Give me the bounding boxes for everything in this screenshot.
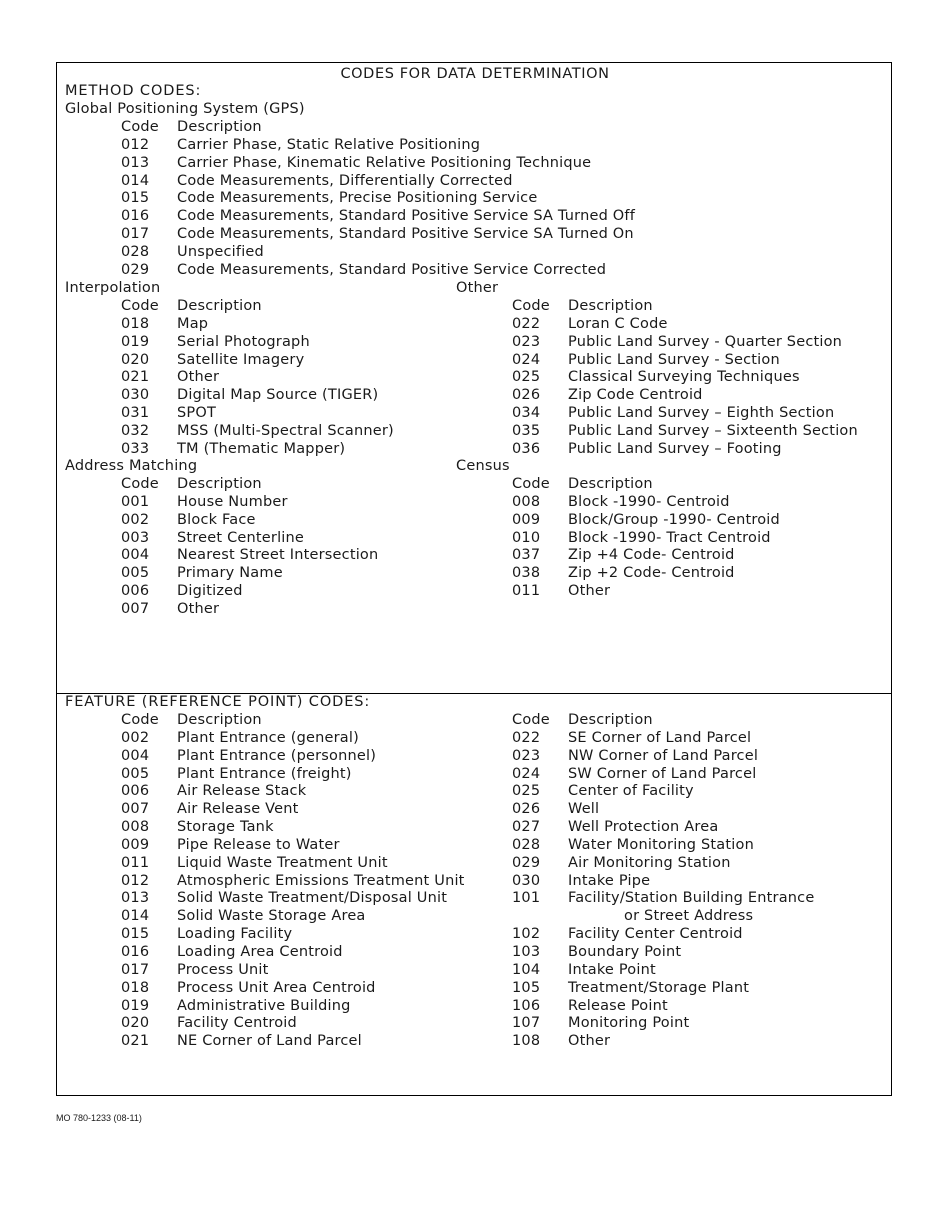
- code-cell: 020: [121, 351, 150, 368]
- description-column-header: Description: [177, 476, 262, 492]
- description-cell: MSS (Multi-Spectral Scanner): [177, 422, 394, 439]
- code-cell: 022: [512, 729, 541, 746]
- code-cell: 017: [121, 961, 150, 978]
- description-cell: Solid Waste Storage Area: [177, 908, 366, 925]
- description-cell: Map: [177, 315, 209, 332]
- code-cell: 025: [512, 783, 541, 800]
- description-cell: Block -1990- Centroid: [568, 493, 730, 510]
- code-cell: 005: [121, 565, 150, 582]
- description-cell: Facility/Station Building Entrance: [568, 890, 815, 907]
- description-cell: Intake Point: [568, 961, 656, 978]
- page-title: CODES FOR DATA DETERMINATION: [340, 66, 610, 82]
- description-cell: Code Measurements, Standard Positive Service SA Turned Off: [177, 208, 636, 225]
- description-cell: Carrier Phase, Static Relative Positioning: [177, 136, 481, 153]
- code-cell: 103: [512, 943, 541, 960]
- description-cell: Zip Code Centroid: [568, 387, 703, 404]
- code-cell: 008: [121, 819, 150, 836]
- description-cell: Classical Surveying Techniques: [568, 369, 800, 386]
- description-column-header: Description: [568, 712, 653, 728]
- code-cell: 003: [121, 529, 150, 546]
- description-cell: Pipe Release to Water: [177, 836, 340, 853]
- code-cell: 010: [512, 529, 541, 546]
- codes-form-frame: [56, 62, 892, 1096]
- code-cell: 033: [121, 440, 150, 457]
- code-cell: 004: [121, 747, 150, 764]
- description-cell: Release Point: [568, 997, 668, 1014]
- code-cell: 108: [512, 1033, 541, 1050]
- code-cell: 030: [512, 872, 541, 889]
- description-cell: Code Measurements, Differentially Corrected: [177, 172, 513, 189]
- description-cell: Public Land Survey – Eighth Section: [568, 405, 835, 422]
- description-cell: Street Centerline: [177, 529, 305, 546]
- description-cell: Public Land Survey - Section: [568, 351, 780, 368]
- code-column-header: Code: [512, 712, 550, 728]
- code-cell: 019: [121, 333, 150, 350]
- code-cell: 002: [121, 511, 150, 528]
- description-cell: Loran C Code: [568, 315, 668, 332]
- description-cell: Well: [568, 801, 600, 818]
- code-cell: 029: [121, 261, 150, 278]
- description-cell: NE Corner of Land Parcel: [177, 1033, 362, 1050]
- description-cell: Code Measurements, Standard Positive Service Corrected: [177, 261, 607, 278]
- code-cell: 014: [121, 908, 150, 925]
- description-cell: Solid Waste Treatment/Disposal Unit: [177, 890, 448, 907]
- code-cell: 025: [512, 369, 541, 386]
- code-cell: 105: [512, 979, 541, 996]
- code-cell: 011: [512, 583, 541, 600]
- code-cell: 008: [512, 493, 541, 510]
- code-cell: 001: [121, 493, 150, 510]
- description-cell: Process Unit Area Centroid: [177, 979, 376, 996]
- description-cell: Loading Facility: [177, 926, 293, 943]
- description-cell: Other: [568, 1033, 611, 1050]
- description-column-header: Description: [568, 298, 653, 314]
- description-cell: TM (Thematic Mapper): [177, 440, 346, 457]
- description-cell: Liquid Waste Treatment Unit: [177, 854, 388, 871]
- description-cell: Well Protection Area: [568, 819, 719, 836]
- description-cell: Unspecified: [177, 243, 264, 260]
- code-cell: 107: [512, 1015, 541, 1032]
- code-cell: 026: [512, 801, 541, 818]
- description-cell: Facility Center Centroid: [568, 926, 743, 943]
- code-cell: 016: [121, 943, 150, 960]
- description-cell: Block/Group -1990- Centroid: [568, 511, 780, 528]
- code-column-header: Code: [121, 119, 159, 135]
- description-cell: Plant Entrance (freight): [177, 765, 352, 782]
- form-number: MO 780-1233 (08-11): [56, 1113, 142, 1123]
- code-cell: 013: [121, 890, 150, 907]
- code-cell: 030: [121, 387, 150, 404]
- description-cell: Treatment/Storage Plant: [568, 979, 750, 996]
- code-column-header: Code: [121, 712, 159, 728]
- description-cell: Code Measurements, Precise Positioning Service: [177, 190, 538, 207]
- code-cell: 028: [512, 836, 541, 853]
- code-cell: 026: [512, 387, 541, 404]
- code-cell: 002: [121, 729, 150, 746]
- description-cell: SW Corner of Land Parcel: [568, 765, 757, 782]
- description-cell: Boundary Point: [568, 943, 682, 960]
- description-cell: Block -1990- Tract Centroid: [568, 529, 771, 546]
- gps-section-title: Global Positioning System (GPS): [65, 101, 305, 117]
- description-cell: Code Measurements, Standard Positive Service SA Turned On: [177, 226, 634, 243]
- code-cell: 011: [121, 854, 150, 871]
- code-cell: 036: [512, 440, 541, 457]
- method-codes-heading: METHOD CODES:: [65, 83, 202, 99]
- description-cell: Satellite Imagery: [177, 351, 305, 368]
- description-cell: Public Land Survey – Footing: [568, 440, 782, 457]
- code-cell: 014: [121, 172, 150, 189]
- description-cell: Digitized: [177, 583, 243, 600]
- description-cell: SPOT: [177, 405, 217, 422]
- description-cell: Public Land Survey - Quarter Section: [568, 333, 843, 350]
- description-cell: Plant Entrance (personnel): [177, 747, 377, 764]
- code-cell: 005: [121, 765, 150, 782]
- code-column-header: Code: [512, 476, 550, 492]
- description-cell: House Number: [177, 493, 288, 510]
- code-cell: 102: [512, 926, 541, 943]
- code-cell: 101: [512, 890, 541, 907]
- description-cell: Plant Entrance (general): [177, 729, 359, 746]
- description-cell: Loading Area Centroid: [177, 943, 343, 960]
- description-cell: Public Land Survey – Sixteenth Section: [568, 422, 858, 439]
- code-cell: 004: [121, 547, 150, 564]
- description-cell: Carrier Phase, Kinematic Relative Positioning Technique: [177, 154, 592, 171]
- code-cell: 015: [121, 926, 150, 943]
- code-cell: 038: [512, 565, 541, 582]
- code-cell: 006: [121, 583, 150, 600]
- code-column-header: Code: [512, 298, 550, 314]
- code-cell: 009: [121, 836, 150, 853]
- description-cell: Zip +2 Code- Centroid: [568, 565, 735, 582]
- code-cell: 031: [121, 405, 150, 422]
- description-cell: Monitoring Point: [568, 1015, 690, 1032]
- code-cell: 028: [121, 243, 150, 260]
- description-column-header: Description: [177, 298, 262, 314]
- code-cell: 006: [121, 783, 150, 800]
- description-cell: Air Monitoring Station: [568, 854, 731, 871]
- description-column-header: Description: [177, 712, 262, 728]
- code-cell: 015: [121, 190, 150, 207]
- code-cell: 032: [121, 422, 150, 439]
- description-cell: Block Face: [177, 511, 256, 528]
- code-cell: 106: [512, 997, 541, 1014]
- code-cell: 019: [121, 997, 150, 1014]
- code-cell: 023: [512, 333, 541, 350]
- code-cell: 034: [512, 405, 541, 422]
- code-cell: 021: [121, 1033, 150, 1050]
- census-section-title: Census: [456, 458, 510, 474]
- code-cell: 021: [121, 369, 150, 386]
- description-cell: Other: [568, 583, 611, 600]
- description-cell: Water Monitoring Station: [568, 836, 754, 853]
- description-cell: Air Release Stack: [177, 783, 307, 800]
- code-cell: 018: [121, 979, 150, 996]
- code-cell: 012: [121, 136, 150, 153]
- code-cell: 029: [512, 854, 541, 871]
- code-cell: 104: [512, 961, 541, 978]
- interpolation-section-title: Interpolation: [65, 280, 161, 296]
- code-cell: 023: [512, 747, 541, 764]
- code-cell: 024: [512, 765, 541, 782]
- description-cell: Administrative Building: [177, 997, 351, 1014]
- description-cell: Intake Pipe: [568, 872, 651, 889]
- description-cell: Center of Facility: [568, 783, 694, 800]
- description-cell: SE Corner of Land Parcel: [568, 729, 752, 746]
- code-cell: 007: [121, 600, 150, 617]
- description-cell: Air Release Vent: [177, 801, 299, 818]
- code-cell: 009: [512, 511, 541, 528]
- code-cell: 017: [121, 226, 150, 243]
- code-cell: 020: [121, 1015, 150, 1032]
- description-column-header: Description: [177, 119, 262, 135]
- code-cell: 012: [121, 872, 150, 889]
- description-cell: Digital Map Source (TIGER): [177, 387, 379, 404]
- description-continuation: or Street Address: [624, 908, 754, 925]
- code-cell: 027: [512, 819, 541, 836]
- other-section-title: Other: [456, 280, 499, 296]
- code-column-header: Code: [121, 476, 159, 492]
- description-cell: Storage Tank: [177, 819, 274, 836]
- code-cell: 013: [121, 154, 150, 171]
- description-column-header: Description: [568, 476, 653, 492]
- description-cell: Nearest Street Intersection: [177, 547, 379, 564]
- description-cell: Atmospheric Emissions Treatment Unit: [177, 872, 465, 889]
- description-cell: Facility Centroid: [177, 1015, 297, 1032]
- code-cell: 018: [121, 315, 150, 332]
- code-cell: 024: [512, 351, 541, 368]
- code-column-header: Code: [121, 298, 159, 314]
- description-cell: NW Corner of Land Parcel: [568, 747, 759, 764]
- address-matching-section-title: Address Matching: [65, 458, 198, 474]
- code-cell: 037: [512, 547, 541, 564]
- code-cell: 007: [121, 801, 150, 818]
- code-cell: 022: [512, 315, 541, 332]
- description-cell: Other: [177, 600, 220, 617]
- feature-codes-heading: FEATURE (REFERENCE POINT) CODES:: [65, 694, 371, 710]
- code-cell: 035: [512, 422, 541, 439]
- description-cell: Process Unit: [177, 961, 269, 978]
- code-cell: 016: [121, 208, 150, 225]
- description-cell: Primary Name: [177, 565, 283, 582]
- description-cell: Serial Photograph: [177, 333, 310, 350]
- description-cell: Zip +4 Code- Centroid: [568, 547, 735, 564]
- description-cell: Other: [177, 369, 220, 386]
